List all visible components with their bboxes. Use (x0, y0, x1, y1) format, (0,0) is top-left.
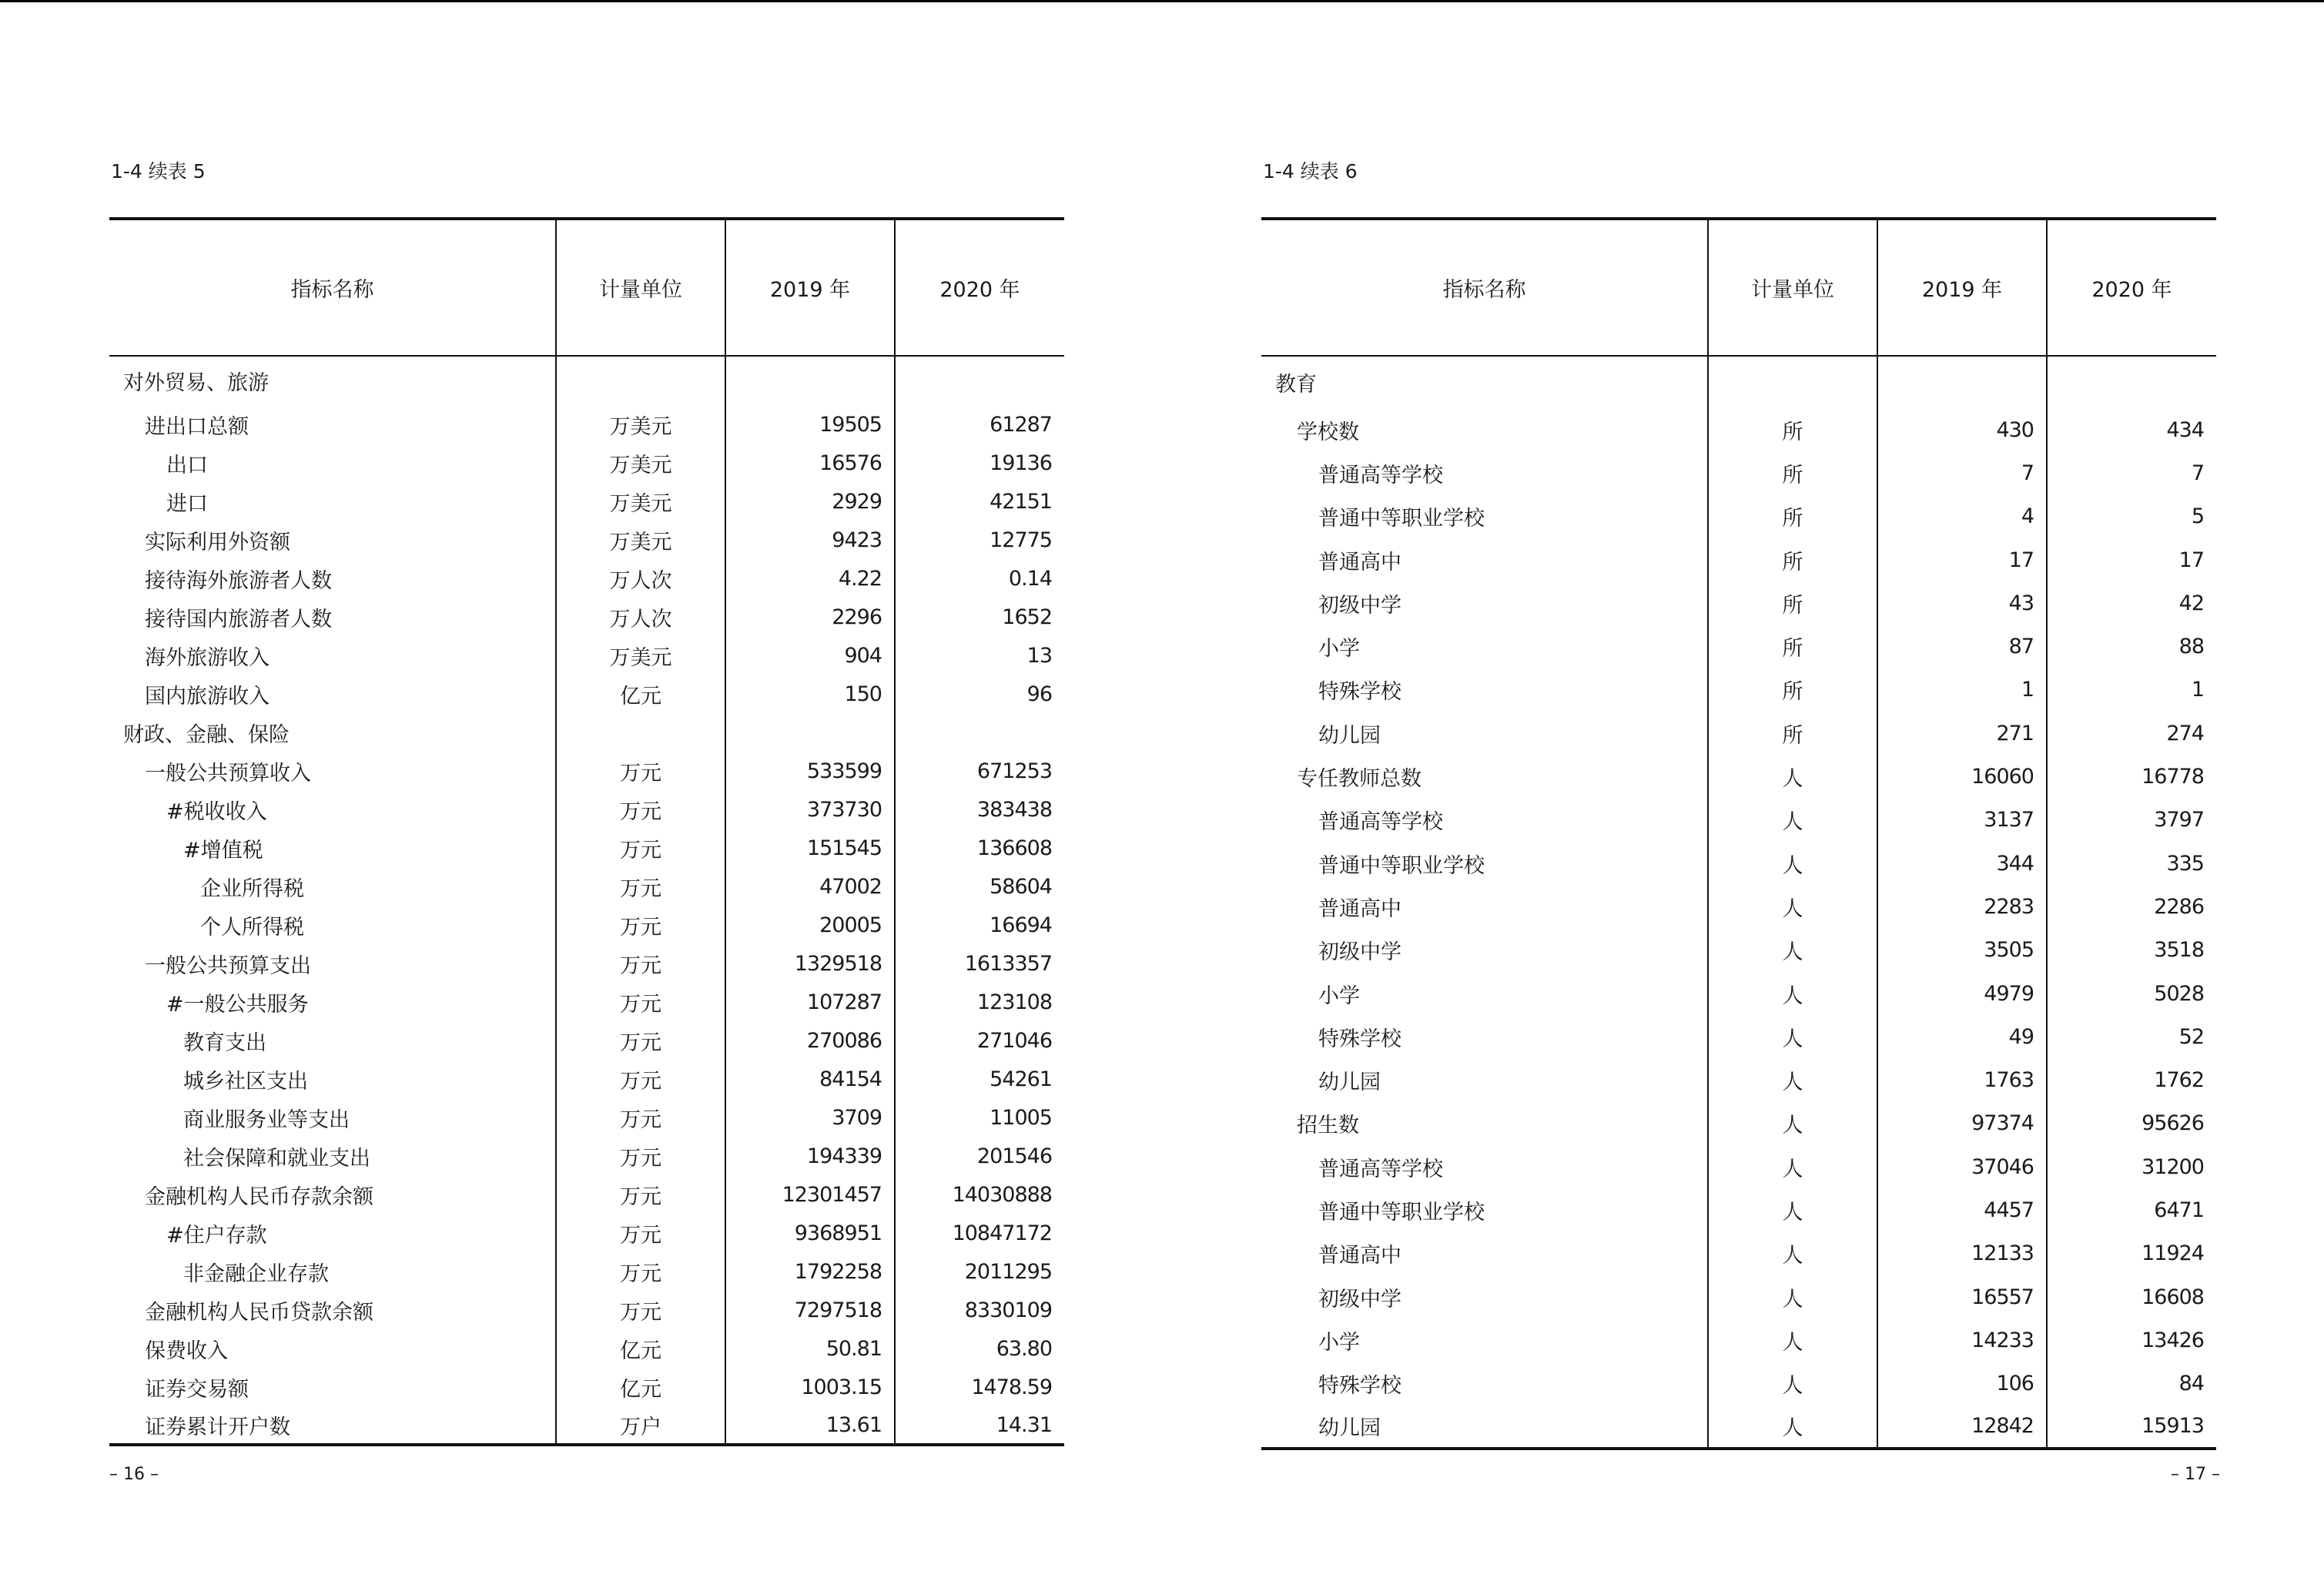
unit-cell: 万元 (556, 752, 725, 790)
value-2019-cell: 97374 (1877, 1102, 2047, 1145)
indicator-name-cell: 教育支出 (183, 1030, 266, 1055)
value-2019-cell: 17 (1877, 538, 2047, 581)
value-2020-cell: 88 (2047, 625, 2216, 668)
header-year-2020: 2020 年 (2047, 219, 2216, 356)
unit-cell (556, 713, 725, 752)
unit-cell: 所 (1708, 495, 1877, 538)
value-2020-cell: 1 (2047, 668, 2216, 712)
indicator-name-cell: 金融机构人民币贷款余额 (145, 1300, 373, 1325)
value-2020-cell: 123108 (895, 983, 1064, 1021)
indicator-name-cell: 学校数 (1297, 420, 1359, 444)
value-2019-cell: 4.22 (725, 559, 895, 598)
table-row (1261, 799, 2216, 842)
value-2019-cell: 1003.15 (725, 1368, 895, 1406)
table-row (109, 752, 1064, 790)
value-2019-cell: 344 (1877, 842, 2047, 885)
indicator-name-cell: 社会保障和就业支出 (183, 1146, 370, 1171)
value-2020-cell: 42 (2047, 581, 2216, 625)
value-2019-cell: 430 (1877, 408, 2047, 451)
indicator-name-cell: #增值税 (183, 838, 263, 863)
indicator-name-cell: 普通高等学校 (1318, 1157, 1443, 1181)
value-2019-cell: 13.61 (725, 1406, 895, 1445)
unit-cell: 人 (1708, 1362, 1877, 1405)
value-2020-cell: 3797 (2047, 799, 2216, 842)
value-2019-cell: 14233 (1877, 1318, 2047, 1362)
unit-cell: 人 (1708, 1015, 1877, 1058)
indicator-name-cell: #住户存款 (166, 1223, 267, 1248)
indicator-name-cell: 招生数 (1297, 1114, 1359, 1138)
value-2020-cell: 10847172 (895, 1214, 1064, 1252)
table-row (1261, 1362, 2216, 1405)
value-2020-cell: 14030888 (895, 1175, 1064, 1214)
indicator-name-cell: 接待海外旅游者人数 (145, 568, 332, 593)
unit-cell: 万元 (556, 906, 725, 944)
header-unit: 计量单位 (1708, 219, 1877, 356)
indicator-name-cell: 教育 (1275, 373, 1317, 397)
value-2019-cell: 37046 (1877, 1145, 2047, 1188)
header-year-2019: 2019 年 (1877, 219, 2047, 356)
value-2020-cell: 2286 (2047, 885, 2216, 928)
unit-cell: 万人次 (556, 559, 725, 598)
table-row (1261, 668, 2216, 712)
table-title: 1-4 续表 5 (111, 160, 206, 183)
value-2019-cell: 7 (1877, 451, 2047, 494)
indicator-name-cell: 初级中学 (1318, 940, 1401, 965)
unit-cell: 所 (1708, 581, 1877, 625)
value-2020-cell: 274 (2047, 712, 2216, 755)
value-2019-cell: 904 (725, 636, 895, 675)
unit-cell: 万户 (556, 1406, 725, 1445)
indicator-name-cell: 城乡社区支出 (183, 1069, 308, 1094)
value-2020-cell: 12775 (895, 521, 1064, 559)
table-row (1261, 1188, 2216, 1231)
value-2019-cell: 16557 (1877, 1275, 2047, 1318)
unit-cell (556, 356, 725, 405)
unit-cell: 人 (1708, 1232, 1877, 1275)
indicator-name-cell: 普通中等职业学校 (1318, 853, 1485, 878)
unit-cell: 万元 (556, 1214, 725, 1252)
table-row (109, 1291, 1064, 1329)
value-2020-cell: 6471 (2047, 1188, 2216, 1231)
table-row (109, 983, 1064, 1021)
indicator-name-cell: 普通中等职业学校 (1318, 1200, 1485, 1225)
table-row (1261, 495, 2216, 538)
value-2019-cell: 1329518 (725, 944, 895, 983)
indicator-name-cell: 特殊学校 (1318, 1374, 1401, 1399)
indicator-name-cell: 小学 (1318, 983, 1360, 1008)
table-row (109, 1021, 1064, 1060)
value-2020-cell: 58604 (895, 867, 1064, 906)
unit-cell: 万元 (556, 867, 725, 906)
indicator-name-cell: 金融机构人民币存款余额 (145, 1184, 373, 1209)
table-row (1261, 451, 2216, 494)
indicator-name-cell: 实际利用外资额 (145, 530, 290, 554)
indicator-name-cell: 普通高中 (1318, 896, 1401, 921)
unit-cell: 万人次 (556, 598, 725, 636)
table-row (1261, 625, 2216, 668)
table-row (1261, 972, 2216, 1015)
unit-cell: 所 (1708, 408, 1877, 451)
value-2019-cell: 1 (1877, 668, 2047, 712)
table-row (1261, 408, 2216, 451)
unit-cell: 万元 (556, 983, 725, 1021)
indicator-name-cell: 证券交易额 (145, 1377, 249, 1402)
value-2019-cell: 107287 (725, 983, 895, 1021)
table-row (109, 944, 1064, 983)
table-row (109, 559, 1064, 598)
table-row (1261, 1015, 2216, 1058)
table-row (109, 1214, 1064, 1252)
value-2020-cell: 61287 (895, 405, 1064, 444)
table-row (1261, 885, 2216, 928)
value-2020-cell: 31200 (2047, 1145, 2216, 1188)
value-2020-cell: 5 (2047, 495, 2216, 538)
table-title: 1-4 续表 6 (1263, 160, 1358, 183)
unit-cell: 人 (1708, 755, 1877, 798)
table-row (1261, 1145, 2216, 1188)
value-2020-cell: 7 (2047, 451, 2216, 494)
table-row (109, 1406, 1064, 1445)
table-row (1261, 538, 2216, 581)
unit-cell: 万元 (556, 1021, 725, 1060)
value-2019-cell (1877, 356, 2047, 408)
unit-cell: 人 (1708, 1058, 1877, 1101)
value-2019-cell: 2929 (725, 482, 895, 521)
unit-cell: 亿元 (556, 1368, 725, 1406)
table-row (109, 1368, 1064, 1406)
table-row (1261, 1318, 2216, 1362)
statistics-table (1261, 217, 2216, 1450)
unit-cell: 万元 (556, 829, 725, 867)
indicator-name-cell: 个人所得税 (200, 915, 304, 940)
value-2019-cell: 12133 (1877, 1232, 2047, 1275)
value-2019-cell: 49 (1877, 1015, 2047, 1058)
indicator-name-cell: 小学 (1318, 637, 1360, 662)
indicator-name-cell: 专任教师总数 (1297, 767, 1422, 792)
value-2020-cell: 1613357 (895, 944, 1064, 983)
unit-cell (1708, 356, 1877, 408)
value-2020-cell: 335 (2047, 842, 2216, 885)
table-row (109, 482, 1064, 521)
value-2020-cell: 17 (2047, 538, 2216, 581)
value-2020-cell: 16778 (2047, 755, 2216, 798)
value-2020-cell: 16608 (2047, 1275, 2216, 1318)
table-row (1261, 581, 2216, 625)
header-year-2020: 2020 年 (895, 219, 1064, 356)
value-2020-cell: 3518 (2047, 929, 2216, 972)
table-row (1261, 929, 2216, 972)
unit-cell: 人 (1708, 1145, 1877, 1188)
unit-cell: 万元 (556, 790, 725, 829)
header-indicator-name: 指标名称 (1261, 219, 1708, 356)
header-indicator-name: 指标名称 (109, 219, 556, 356)
unit-cell: 所 (1708, 538, 1877, 581)
table-row (1261, 356, 2216, 408)
indicator-name-cell: 企业所得税 (200, 876, 304, 901)
unit-cell: 人 (1708, 1318, 1877, 1362)
unit-cell: 亿元 (556, 1329, 725, 1368)
table-row (109, 1175, 1064, 1214)
table-body (109, 356, 1064, 1445)
indicator-name-cell: 初级中学 (1318, 1287, 1401, 1312)
indicator-name-cell: 幼儿园 (1318, 1070, 1381, 1095)
value-2020-cell: 0.14 (895, 559, 1064, 598)
header-unit: 计量单位 (556, 219, 725, 356)
indicator-name-cell: 对外贸易、旅游 (123, 371, 269, 395)
value-2019-cell: 2296 (725, 598, 895, 636)
unit-cell: 人 (1708, 929, 1877, 972)
indicator-name-cell: 非金融企业存款 (183, 1261, 329, 1286)
indicator-name-cell: 普通高中 (1318, 1244, 1401, 1268)
unit-cell: 所 (1708, 712, 1877, 755)
value-2019-cell: 12842 (1877, 1405, 2047, 1449)
table-row (109, 1329, 1064, 1368)
unit-cell: 亿元 (556, 675, 725, 713)
value-2020-cell: 54261 (895, 1060, 1064, 1098)
statistics-table (109, 217, 1064, 1446)
table-row (109, 636, 1064, 675)
value-2020-cell: 13426 (2047, 1318, 2216, 1362)
value-2019-cell: 16576 (725, 444, 895, 482)
value-2019-cell (725, 713, 895, 752)
unit-cell: 所 (1708, 668, 1877, 712)
value-2019-cell: 151545 (725, 829, 895, 867)
table-row (1261, 842, 2216, 885)
unit-cell: 万元 (556, 1137, 725, 1175)
value-2019-cell: 3709 (725, 1098, 895, 1137)
indicator-name-cell: 幼儿园 (1318, 723, 1381, 748)
value-2019-cell: 9368951 (725, 1214, 895, 1252)
value-2020-cell: 11924 (2047, 1232, 2216, 1275)
unit-cell: 人 (1708, 1405, 1877, 1449)
unit-cell: 万美元 (556, 636, 725, 675)
table-row (1261, 1058, 2216, 1101)
table-row (1261, 1102, 2216, 1145)
value-2020-cell: 14.31 (895, 1406, 1064, 1445)
unit-cell: 人 (1708, 1102, 1877, 1145)
value-2019-cell: 7297518 (725, 1291, 895, 1329)
indicator-name-cell: 特殊学校 (1318, 1027, 1401, 1051)
value-2019-cell: 47002 (725, 867, 895, 906)
value-2019-cell: 373730 (725, 790, 895, 829)
indicator-name-cell: 进出口总额 (145, 414, 249, 439)
value-2020-cell: 671253 (895, 752, 1064, 790)
table-row (109, 829, 1064, 867)
unit-cell: 万元 (556, 1252, 725, 1291)
value-2020-cell: 1478.59 (895, 1368, 1064, 1406)
value-2020-cell: 95626 (2047, 1102, 2216, 1145)
unit-cell: 万美元 (556, 405, 725, 444)
value-2020-cell: 271046 (895, 1021, 1064, 1060)
value-2019-cell: 150 (725, 675, 895, 713)
indicator-name-cell: 普通中等职业学校 (1318, 507, 1485, 531)
indicator-name-cell: 商业服务业等支出 (183, 1107, 350, 1132)
value-2019-cell: 19505 (725, 405, 895, 444)
table-row (109, 356, 1064, 405)
table-row (109, 867, 1064, 906)
unit-cell: 万元 (556, 1175, 725, 1214)
indicator-name-cell: 初级中学 (1318, 593, 1401, 618)
value-2019-cell: 1792258 (725, 1252, 895, 1291)
value-2020-cell: 201546 (895, 1137, 1064, 1175)
indicator-name-cell: 出口 (166, 453, 208, 477)
value-2019-cell: 87 (1877, 625, 2047, 668)
indicator-name-cell: 财政、金融、保险 (123, 722, 290, 747)
unit-cell: 人 (1708, 1275, 1877, 1318)
value-2020-cell: 136608 (895, 829, 1064, 867)
value-2019-cell: 16060 (1877, 755, 2047, 798)
unit-cell: 万元 (556, 944, 725, 983)
value-2020-cell: 84 (2047, 1362, 2216, 1405)
value-2019-cell: 43 (1877, 581, 2047, 625)
value-2019-cell (725, 356, 895, 405)
value-2019-cell: 4979 (1877, 972, 2047, 1015)
indicator-name-cell: #税收收入 (166, 799, 267, 824)
value-2020-cell: 19136 (895, 444, 1064, 482)
page-number: – 16 – (109, 1465, 159, 1484)
table-row (1261, 1275, 2216, 1318)
unit-cell: 万元 (556, 1098, 725, 1137)
unit-cell: 万美元 (556, 444, 725, 482)
value-2019-cell: 533599 (725, 752, 895, 790)
value-2020-cell: 13 (895, 636, 1064, 675)
value-2020-cell: 1652 (895, 598, 1064, 636)
unit-cell: 人 (1708, 885, 1877, 928)
table-row (109, 1098, 1064, 1137)
value-2019-cell: 3505 (1877, 929, 2047, 972)
unit-cell: 万元 (556, 1060, 725, 1098)
table-row (109, 598, 1064, 636)
table-row (109, 675, 1064, 713)
unit-cell: 所 (1708, 451, 1877, 494)
table-row (1261, 1405, 2216, 1449)
unit-cell: 人 (1708, 799, 1877, 842)
value-2019-cell: 9423 (725, 521, 895, 559)
value-2019-cell: 270086 (725, 1021, 895, 1060)
value-2019-cell: 4457 (1877, 1188, 2047, 1231)
table-header-row (1261, 219, 2216, 356)
indicator-name-cell: 证券累计开户数 (109, 1406, 556, 1445)
table-row (109, 713, 1064, 752)
value-2020-cell: 11005 (895, 1098, 1064, 1137)
indicator-name-cell: 普通高等学校 (1318, 810, 1443, 835)
value-2020-cell (2047, 356, 2216, 408)
header-year-2019: 2019 年 (725, 219, 895, 356)
unit-cell: 所 (1708, 625, 1877, 668)
indicator-name-cell: 普通高中 (1318, 550, 1401, 575)
value-2019-cell: 20005 (725, 906, 895, 944)
table-body (1261, 356, 2216, 1449)
table-row (109, 790, 1064, 829)
indicator-name-cell: 接待国内旅游者人数 (145, 607, 332, 632)
value-2020-cell: 63.80 (895, 1329, 1064, 1368)
unit-cell: 人 (1708, 972, 1877, 1015)
indicator-name-cell: 进口 (166, 491, 208, 516)
value-2019-cell: 50.81 (725, 1329, 895, 1368)
indicator-name-cell: 小学 (1318, 1330, 1360, 1355)
indicator-name-cell: #一般公共服务 (166, 992, 309, 1017)
page-number: – 17 – (2171, 1465, 2220, 1484)
value-2020-cell: 5028 (2047, 972, 2216, 1015)
indicator-name-cell: 幼儿园 (1261, 1405, 1708, 1449)
value-2019-cell: 3137 (1877, 799, 2047, 842)
value-2020-cell: 1762 (2047, 1058, 2216, 1101)
value-2019-cell: 194339 (725, 1137, 895, 1175)
value-2020-cell (895, 713, 1064, 752)
indicator-name-cell: 国内旅游收入 (145, 684, 270, 709)
value-2020-cell: 8330109 (895, 1291, 1064, 1329)
value-2020-cell: 2011295 (895, 1252, 1064, 1291)
right-page (1162, 0, 2324, 1588)
value-2020-cell: 434 (2047, 408, 2216, 451)
indicator-name-cell: 一般公共预算收入 (145, 761, 311, 786)
table-row (109, 521, 1064, 559)
unit-cell: 万美元 (556, 482, 725, 521)
value-2019-cell: 106 (1877, 1362, 2047, 1405)
value-2019-cell: 84154 (725, 1060, 895, 1098)
indicator-name-cell: 普通高等学校 (1318, 463, 1443, 487)
unit-cell: 人 (1708, 1188, 1877, 1231)
unit-cell: 万元 (556, 1291, 725, 1329)
table-row (109, 444, 1064, 482)
value-2020-cell: 52 (2047, 1015, 2216, 1058)
indicator-name-cell: 海外旅游收入 (145, 645, 270, 670)
value-2019-cell: 1763 (1877, 1058, 2047, 1101)
table-header-row (109, 219, 1064, 356)
table-row (109, 1137, 1064, 1175)
value-2019-cell: 12301457 (725, 1175, 895, 1214)
indicator-name-cell: 一般公共预算支出 (145, 953, 311, 978)
value-2020-cell: 15913 (2047, 1405, 2216, 1449)
indicator-name-cell: 特殊学校 (1318, 680, 1401, 705)
table-row (1261, 755, 2216, 798)
value-2020-cell: 16694 (895, 906, 1064, 944)
table-row (109, 1060, 1064, 1098)
table-row (109, 1252, 1064, 1291)
value-2019-cell: 271 (1877, 712, 2047, 755)
value-2020-cell: 383438 (895, 790, 1064, 829)
unit-cell: 万美元 (556, 521, 725, 559)
indicator-name-cell: 保费收入 (145, 1338, 228, 1363)
table-row (1261, 1232, 2216, 1275)
value-2020-cell: 96 (895, 675, 1064, 713)
value-2020-cell: 42151 (895, 482, 1064, 521)
value-2019-cell: 4 (1877, 495, 2047, 538)
unit-cell: 人 (1708, 842, 1877, 885)
table-row (109, 906, 1064, 944)
table-row (109, 405, 1064, 444)
value-2020-cell (895, 356, 1064, 405)
table-row (1261, 712, 2216, 755)
value-2019-cell: 2283 (1877, 885, 2047, 928)
